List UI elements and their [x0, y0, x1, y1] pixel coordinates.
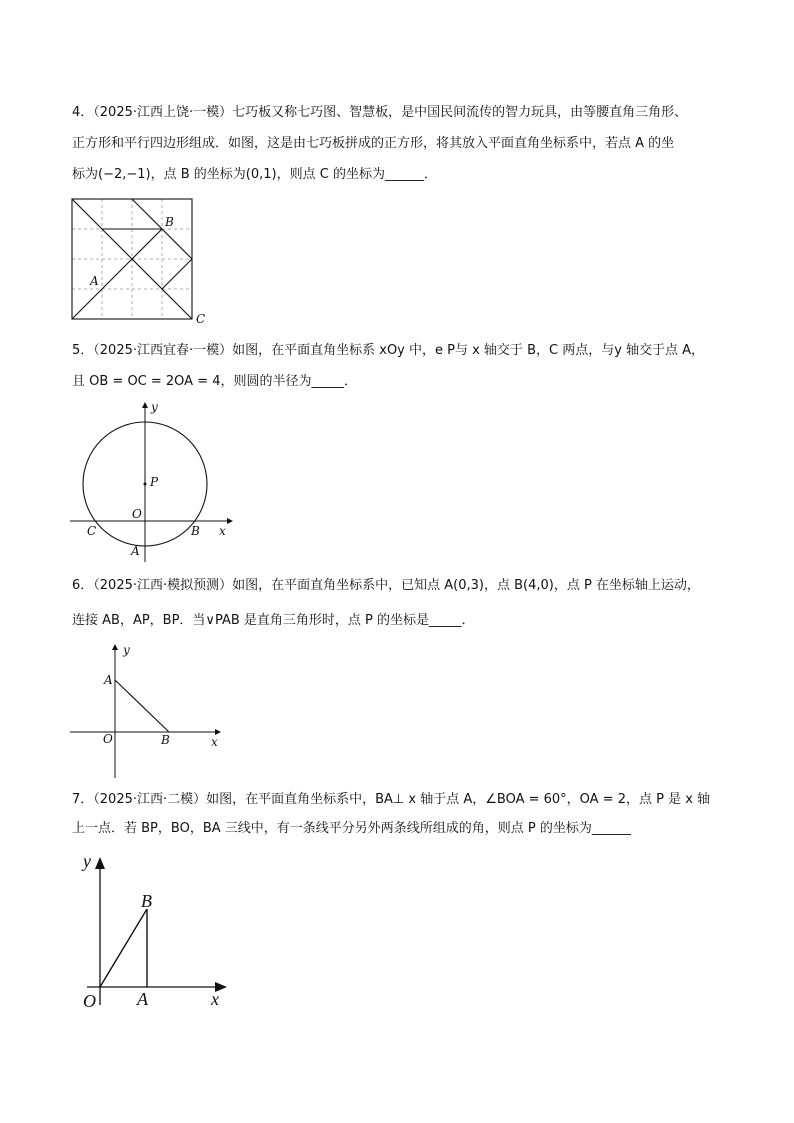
q6-triangle-figure — [65, 640, 230, 780]
q6-label-x: x — [211, 735, 218, 749]
q5-label-x: x — [219, 524, 226, 538]
q7-line2: 上一点．若 BP，BO，BA 三线中，有一条线平分另外两条线所组成的角，则点 P 的坐标为______ — [72, 821, 631, 836]
q6-line2: 连接 AB，AP，BP．当∨PAB 是直角三角形时，点 P 的坐标是_____． — [72, 613, 475, 628]
q6-line1: 6．（2025·江西·模拟预测）如图，在平面直角坐标系中，已知点 A(0,3)，点 B(4,0)，点 P 在坐标轴上运动， — [72, 578, 700, 593]
q5-label-y: y — [151, 400, 158, 414]
q7-triangle-figure — [75, 845, 245, 1025]
q7-label-a: A — [137, 989, 148, 1009]
q5-y-arrow — [142, 402, 148, 408]
q5-label-o: O — [132, 507, 142, 521]
q7-label-o: O — [83, 991, 96, 1011]
q4-line3: 标为(−2,−1)，点 B 的坐标为(0,1)，则点 C 的坐标为______． — [72, 167, 437, 182]
q5-line1: 5．（2025·江西宜春·一模）如图，在平面直角坐标系 xOy 中，e P与 x 轴交于 B，C 两点，与y 轴交于点 A， — [72, 343, 705, 358]
q7-line1: 7．（2025·江西·二模）如图，在平面直角坐标系中，BA⊥ x 轴于点 A，∠BOA = 60°，OA = 2，点 P 是 x 轴 — [72, 792, 711, 807]
q6-label-a: A — [104, 673, 113, 687]
q4-label-a: A — [90, 274, 99, 288]
q6-segment-ab — [115, 680, 169, 732]
q6-label-b: B — [161, 733, 170, 747]
q5-center-point — [144, 483, 147, 486]
q4-label-c: C — [196, 312, 206, 326]
q5-line2: 且 OB = OC = 2OA = 4，则圆的半径为_____． — [72, 374, 358, 389]
q7-label-b: B — [141, 891, 152, 911]
q5-label-p: P — [150, 475, 159, 489]
q5-label-a: A — [131, 544, 140, 558]
q4-line2: 正方形和平行四边形组成．如图，这是由七巧板拼成的正方形，将其放入平面直角坐标系中，若点 A 的坐 — [72, 136, 675, 151]
q4-line1: 4．（2025·江西上饶·一模）七巧板又称七巧图、智慧板，是中国民间流传的智力玩具，由等腰直角三角形、 — [72, 105, 688, 120]
q5-label-b: B — [191, 524, 200, 538]
q6-label-o: O — [103, 732, 113, 746]
q4-label-b: B — [165, 215, 174, 229]
q7-segment-ob — [100, 909, 147, 987]
q7-y-arrow — [95, 857, 105, 869]
q4-tangram-figure — [70, 195, 215, 330]
q7-label-x: x — [211, 989, 219, 1009]
q5-circle-figure — [65, 398, 240, 568]
q5-label-c: C — [87, 524, 97, 538]
q7-label-y: y — [83, 851, 91, 871]
q6-y-arrow — [112, 644, 118, 650]
q5-x-arrow — [227, 518, 233, 524]
q6-label-y: y — [123, 643, 130, 657]
